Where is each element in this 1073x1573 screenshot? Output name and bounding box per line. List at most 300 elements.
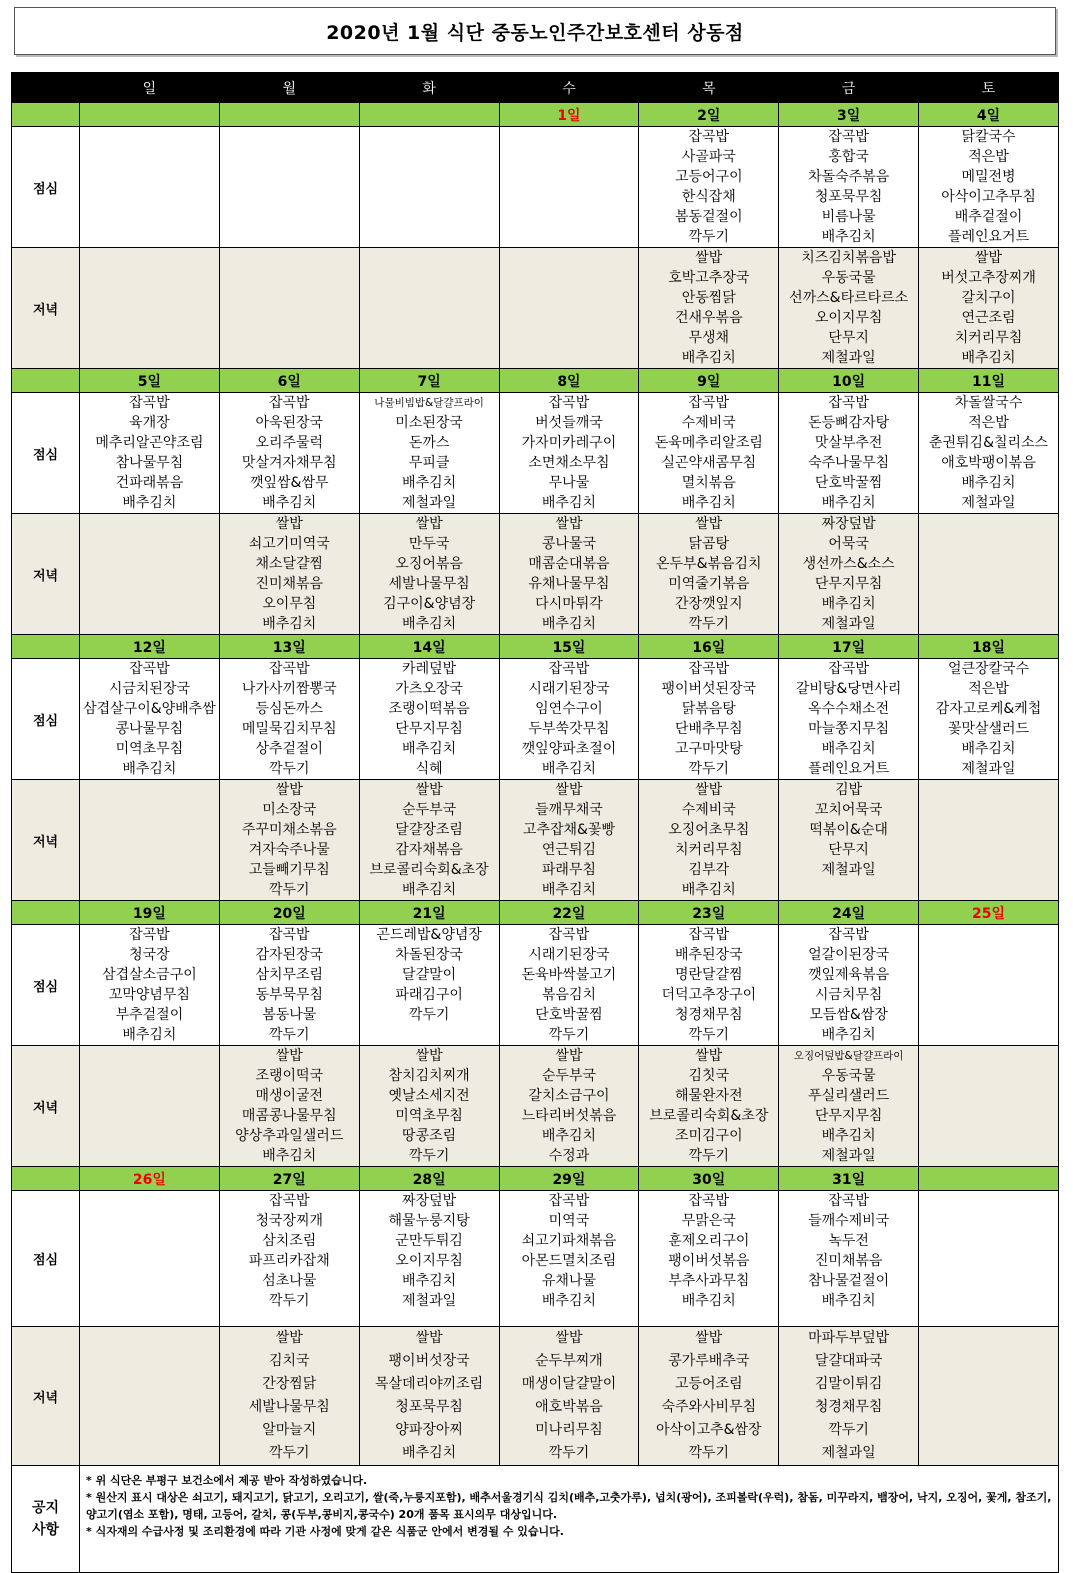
dinner-menu-cell xyxy=(499,514,639,635)
notice-line: * 원산지 표시 대상은 쇠고기, 돼지고기, 닭고기, 오리고기, 쌀(죽,누룽지포함), 배추서울경기식 김치(배추,고춧가루), 넙치(광어), 조피볼락(우럭), 참돔, 미꾸라지, 뱀장어, 낙지, 오징어, 꽃게, 참조기, 양고기(염소 포함), 명태, 고등어, 갈치, 콩(두부,콩비지,콩국수) 20개 품목 표시의무 대상입니다. xyxy=(86,1491,1052,1521)
date-label: 22일 xyxy=(552,905,586,922)
menu-item: 우동국물 xyxy=(821,1068,876,1084)
menu-item: 배추김치 xyxy=(681,495,736,511)
menu-item: 김말이튀김 xyxy=(814,1376,883,1392)
date-label: 28일 xyxy=(412,1171,446,1188)
date-cell xyxy=(919,103,1059,127)
date-cell xyxy=(359,1167,499,1191)
menu-item: 무나물 xyxy=(548,475,590,491)
dinner-menu-cell xyxy=(779,248,919,369)
menu-item: 배추김치 xyxy=(402,475,457,491)
menu-item: 어묵국 xyxy=(828,536,869,552)
date-cell xyxy=(359,901,499,925)
dinner-menu-cell xyxy=(359,1327,499,1466)
menu-item: 쌀밥 xyxy=(695,1048,723,1064)
menu-item: 잡곡밥 xyxy=(828,1193,869,1209)
menu-item: 단무지 xyxy=(828,330,869,346)
date-cell xyxy=(919,635,1059,659)
menu-item: 제철과일 xyxy=(821,862,876,878)
menu-item: 옥수수채소전 xyxy=(808,701,890,717)
date-cell xyxy=(779,901,919,925)
lunch-menu-cell xyxy=(639,925,779,1046)
menu-item: 잡곡밥 xyxy=(688,927,730,943)
menu-item: 겨자숙주나물 xyxy=(248,842,330,858)
menu-item: 치커리무침 xyxy=(954,330,1023,346)
date-cell xyxy=(219,369,359,393)
date-cell xyxy=(499,369,639,393)
menu-item: 꼬치어묵국 xyxy=(814,802,883,818)
dinner-label: 저녁 xyxy=(12,780,80,901)
menu-item: 감자고로케&케첩 xyxy=(935,701,1042,717)
menu-item: 섬초나물 xyxy=(262,1273,317,1289)
dinner-menu-cell xyxy=(359,1046,499,1167)
dinner-menu-cell xyxy=(359,514,499,635)
date-cell xyxy=(639,103,779,127)
menu-item: 닭볶음탕 xyxy=(681,701,736,717)
menu-item: 호박고추장국 xyxy=(668,270,750,286)
notice-label xyxy=(12,1466,80,1573)
menu-item: 청포묵무침 xyxy=(814,189,883,205)
menu-item: 군만두튀김 xyxy=(395,1233,463,1249)
menu-item: 제철과일 xyxy=(402,1293,457,1309)
menu-item: 카레덮밥 xyxy=(402,661,457,677)
menu-item: 파래무침 xyxy=(541,862,596,878)
menu-item: 쌀밥 xyxy=(555,1048,583,1064)
dinner-menu-cell xyxy=(499,248,639,369)
lunch-menu-cell xyxy=(499,1191,639,1327)
menu-item-list xyxy=(360,1046,499,1166)
menu-item: 고등어조림 xyxy=(674,1376,743,1392)
notice-text xyxy=(80,1466,1059,1573)
menu-item: 고등어구이 xyxy=(674,169,743,185)
menu-item: 나가사끼짬뽕국 xyxy=(241,681,337,697)
date-cell xyxy=(919,1167,1059,1191)
date-cell xyxy=(779,1167,919,1191)
menu-item: 배추된장국 xyxy=(674,947,743,963)
dinner-menu-cell xyxy=(80,514,220,635)
menu-item: 참나물겉절이 xyxy=(808,1273,890,1289)
menu-item: 쌀밥 xyxy=(415,1330,443,1346)
date-label: 16일 xyxy=(692,639,726,656)
dinner-menu-cell xyxy=(80,1046,220,1167)
menu-item: 진미채볶음 xyxy=(814,1253,883,1269)
menu-item: 수정과 xyxy=(548,1148,590,1164)
dinner-menu-cell xyxy=(919,514,1059,635)
menu-item-list xyxy=(639,925,778,1045)
menu-item-list xyxy=(360,514,499,634)
menu-item-list xyxy=(639,780,778,900)
menu-item-list xyxy=(80,393,219,513)
menu-item-list xyxy=(360,1327,499,1465)
lunch-menu-cell xyxy=(219,925,359,1046)
menu-item: 미소장국 xyxy=(262,802,317,818)
dinner-menu-cell xyxy=(219,514,359,635)
lunch-row xyxy=(12,659,1059,780)
menu-item: 목살데리야끼조림 xyxy=(375,1376,484,1392)
menu-item: 깍두기 xyxy=(688,1445,730,1461)
lunch-menu-cell xyxy=(359,127,499,248)
lunch-menu-cell xyxy=(359,1191,499,1327)
menu-item: 숙주나물무침 xyxy=(808,455,890,471)
menu-item: 제철과일 xyxy=(821,616,876,632)
menu-item: 메밀전병 xyxy=(961,169,1016,185)
weekday-header-cell: 화 xyxy=(359,73,499,103)
menu-item: 콩가루배추국 xyxy=(668,1353,750,1369)
menu-item: 배추김치 xyxy=(821,495,876,511)
menu-item: 배추김치 xyxy=(821,596,876,612)
menu-item-list xyxy=(500,1327,639,1465)
date-cell xyxy=(359,103,499,127)
menu-item: 훈제오리구이 xyxy=(668,1233,750,1249)
menu-item: 쌀밥 xyxy=(415,782,443,798)
menu-item-list xyxy=(639,659,778,779)
menu-item: 김밥 xyxy=(835,782,863,798)
menu-item: 얼갈이된장국 xyxy=(808,947,890,963)
menu-item: 단무지무침 xyxy=(395,721,463,737)
menu-item-list xyxy=(360,925,499,1025)
menu-item: 배추김치 xyxy=(821,1293,876,1309)
lunch-menu-cell xyxy=(779,127,919,248)
date-cell xyxy=(219,635,359,659)
menu-item: 가자미카레구이 xyxy=(521,435,617,451)
menu-item: 제철과일 xyxy=(821,1148,876,1164)
dinner-menu-cell xyxy=(919,248,1059,369)
date-label: 3일 xyxy=(837,107,861,124)
menu-item: 잡곡밥 xyxy=(268,395,310,411)
menu-item: 한식잡채 xyxy=(681,189,736,205)
menu-item: 순두부국 xyxy=(541,1068,596,1084)
menu-item: 깍두기 xyxy=(548,1445,590,1461)
menu-item: 배추겉절이 xyxy=(954,209,1023,225)
date-label: 9일 xyxy=(697,373,721,390)
weekday-header-cell: 토 xyxy=(919,73,1059,103)
menu-item: 시래기된장국 xyxy=(528,947,610,963)
menu-item: 브로콜리숙회&초장 xyxy=(649,1108,769,1124)
dinner-menu-cell xyxy=(80,1327,220,1466)
menu-item-list xyxy=(220,1327,359,1465)
menu-item-list xyxy=(220,1191,359,1311)
lunch-menu-cell xyxy=(80,393,220,514)
menu-item: 배추김치 xyxy=(681,1293,736,1309)
menu-item: 실곤약새콤무침 xyxy=(661,455,757,471)
lunch-menu-cell xyxy=(80,659,220,780)
menu-table xyxy=(11,72,1059,1573)
dinner-menu-cell xyxy=(779,1327,919,1466)
dinner-label: 저녁 xyxy=(12,514,80,635)
menu-item-list xyxy=(779,1046,918,1166)
lunch-menu-cell xyxy=(919,659,1059,780)
lunch-row xyxy=(12,127,1059,248)
menu-item: 시래기된장국 xyxy=(528,681,610,697)
menu-item: 부추사과무침 xyxy=(668,1273,750,1289)
menu-item-list xyxy=(360,659,499,779)
date-cell xyxy=(80,635,220,659)
menu-item: 양파장아찌 xyxy=(395,1422,463,1438)
dinner-menu-cell xyxy=(639,1327,779,1466)
menu-item: 잡곡밥 xyxy=(688,1193,730,1209)
date-row xyxy=(12,1167,1059,1191)
menu-item: 단무지무침 xyxy=(814,576,883,592)
menu-item: 사골파국 xyxy=(681,149,736,165)
menu-item: 메추리알곤약조림 xyxy=(95,435,204,451)
menu-item: 깻잎쌈&쌈무 xyxy=(249,475,329,491)
lunch-row xyxy=(12,925,1059,1046)
menu-item: 동부묵무침 xyxy=(255,987,324,1003)
menu-item: 배추김치 xyxy=(402,1273,457,1289)
weekday-header-cell: 금 xyxy=(779,73,919,103)
menu-item-list xyxy=(779,925,918,1045)
menu-item: 갈치구이 xyxy=(961,290,1016,306)
menu-item: 봄동겉절이 xyxy=(674,209,743,225)
menu-item-list xyxy=(500,514,639,634)
menu-item: 해물완자전 xyxy=(674,1088,743,1104)
header-corner-cell xyxy=(12,73,80,103)
menu-item: 팽이버섯된장국 xyxy=(661,681,757,697)
menu-item: 쌀밥 xyxy=(555,782,583,798)
menu-item: 배추김치 xyxy=(541,882,596,898)
lunch-menu-cell xyxy=(639,393,779,514)
menu-item: 잡곡밥 xyxy=(688,661,730,677)
menu-item: 잡곡밥 xyxy=(268,927,310,943)
menu-item: 잡곡밥 xyxy=(548,395,590,411)
menu-item: 돈육바싹불고기 xyxy=(521,967,617,983)
notice-label-line: 사항 xyxy=(31,1522,60,1538)
dinner-menu-cell xyxy=(639,248,779,369)
notice-row xyxy=(12,1466,1059,1573)
menu-item: 잡곡밥 xyxy=(688,129,730,145)
menu-item: 돈등뼈감자탕 xyxy=(808,415,890,431)
menu-item: 삼겹살구이&양배추쌈 xyxy=(83,701,216,717)
date-cell xyxy=(779,103,919,127)
menu-item: 잡곡밥 xyxy=(688,395,730,411)
menu-item: 배추김치 xyxy=(402,616,457,632)
menu-item: 애호박팽이볶음 xyxy=(941,455,1036,471)
lunch-menu-cell xyxy=(779,393,919,514)
lunch-menu-cell xyxy=(359,925,499,1046)
menu-item: 세발나물무침 xyxy=(248,1399,330,1415)
dinner-menu-cell xyxy=(919,780,1059,901)
menu-item: 미역줄기볶음 xyxy=(668,576,750,592)
date-cell xyxy=(219,901,359,925)
menu-item-list xyxy=(500,1046,639,1166)
lunch-label: 점심 xyxy=(12,659,80,780)
menu-item: 수제비국 xyxy=(681,415,736,431)
menu-item: 느타리버섯볶음 xyxy=(521,1108,617,1124)
menu-item: 깍두기 xyxy=(688,1027,730,1043)
dinner-menu-cell xyxy=(779,780,919,901)
lunch-menu-cell xyxy=(779,925,919,1046)
weekday-header-cell: 일 xyxy=(80,73,220,103)
menu-item: 조랭이떡국 xyxy=(255,1068,324,1084)
menu-item-list xyxy=(779,127,918,247)
menu-item: 삼겹살소금구이 xyxy=(102,967,197,983)
menu-item: 쇠고기미역국 xyxy=(248,536,330,552)
date-label: 10일 xyxy=(832,373,866,390)
date-label: 4일 xyxy=(976,107,1001,124)
menu-item: 플레인요거트 xyxy=(808,761,890,777)
menu-item: 수제비국 xyxy=(681,802,736,818)
date-label: 20일 xyxy=(272,905,306,922)
menu-item: 조미김구이 xyxy=(674,1128,743,1144)
menu-item-list xyxy=(220,393,359,513)
menu-item: 선까스&타르타르소 xyxy=(789,290,909,306)
date-cell xyxy=(499,103,639,127)
menu-item: 깻잎양파초절이 xyxy=(521,741,617,757)
date-cell xyxy=(639,369,779,393)
menu-item: 오징어초무침 xyxy=(668,822,750,838)
menu-item: 쌀밥 xyxy=(975,250,1003,266)
date-cell xyxy=(219,103,359,127)
menu-item: 미역초무침 xyxy=(115,741,184,757)
menu-item: 삼치무조림 xyxy=(255,967,324,983)
weekday-header-cell: 수 xyxy=(499,73,639,103)
date-row xyxy=(12,103,1059,127)
dinner-menu-cell xyxy=(359,780,499,901)
menu-item: 치커리무침 xyxy=(674,842,743,858)
menu-item: 버섯들깨국 xyxy=(535,415,603,431)
menu-item: 애호박볶음 xyxy=(535,1399,603,1415)
menu-item: 볶음김치 xyxy=(541,987,596,1003)
menu-item: 오징어볶음 xyxy=(395,556,463,572)
date-label: 7일 xyxy=(417,373,441,390)
menu-item: 배추김치 xyxy=(821,1128,876,1144)
menu-item: 깍두기 xyxy=(688,1148,730,1164)
dinner-menu-cell xyxy=(219,1046,359,1167)
menu-item: 등심돈까스 xyxy=(255,701,324,717)
menu-item: 청포묵무침 xyxy=(395,1399,463,1415)
menu-item: 달걀대파국 xyxy=(814,1353,883,1369)
menu-item: 배추김치 xyxy=(122,761,177,777)
menu-item: 갈비탕&당면사리 xyxy=(795,681,902,697)
lunch-menu-cell xyxy=(359,659,499,780)
date-row-spacer xyxy=(12,369,80,393)
dinner-menu-cell xyxy=(80,780,220,901)
menu-item: 차돌된장국 xyxy=(395,947,463,963)
menu-item: 쌀밥 xyxy=(415,1048,443,1064)
menu-item: 아삭이고추무침 xyxy=(941,189,1036,205)
menu-item: 오리주물럭 xyxy=(255,435,324,451)
menu-item: 쌀밥 xyxy=(275,516,303,532)
menu-item: 배추김치 xyxy=(541,761,596,777)
menu-item: 유채나물 xyxy=(541,1273,596,1289)
menu-item: 달걀말이 xyxy=(402,967,457,983)
menu-item-list xyxy=(80,925,219,1045)
menu-item: 건새우볶음 xyxy=(674,310,743,326)
lunch-menu-cell xyxy=(80,925,220,1046)
menu-item: 닭칼국수 xyxy=(961,129,1016,145)
menu-item: 적은밥 xyxy=(968,149,1009,165)
lunch-row xyxy=(12,1191,1059,1327)
lunch-menu-cell xyxy=(219,659,359,780)
date-label: 26일 xyxy=(132,1171,166,1188)
menu-item-list xyxy=(220,780,359,900)
menu-item-list xyxy=(639,1046,778,1166)
lunch-menu-cell xyxy=(499,659,639,780)
menu-item-list xyxy=(919,248,1058,368)
menu-item: 유채나물무침 xyxy=(528,576,610,592)
menu-item: 꽃맛살샐러드 xyxy=(947,721,1030,737)
menu-item: 세발나물무침 xyxy=(388,576,470,592)
menu-item: 김치국 xyxy=(268,1353,310,1369)
menu-item: 잡곡밥 xyxy=(129,661,170,677)
menu-item: 배추김치 xyxy=(821,1027,876,1043)
menu-item-list xyxy=(500,1191,639,1311)
menu-item: 우동국물 xyxy=(821,270,876,286)
lunch-menu-cell xyxy=(639,1191,779,1327)
menu-item: 곤드레밥&양념장 xyxy=(376,927,482,943)
menu-item: 간장찜닭 xyxy=(262,1376,317,1392)
menu-item: 연근조림 xyxy=(961,310,1016,326)
lunch-menu-cell xyxy=(499,127,639,248)
dinner-row xyxy=(12,1327,1059,1466)
menu-item-list xyxy=(639,248,778,368)
menu-item: 쌀밥 xyxy=(275,1048,303,1064)
lunch-menu-cell xyxy=(359,393,499,514)
menu-item: 깍두기 xyxy=(688,761,730,777)
menu-item: 땅콩조림 xyxy=(402,1128,457,1144)
date-label: 15일 xyxy=(552,639,586,656)
date-cell xyxy=(779,369,919,393)
date-cell xyxy=(779,635,919,659)
date-label: 21일 xyxy=(412,905,446,922)
dinner-row xyxy=(12,1046,1059,1167)
menu-item: 명란달걀찜 xyxy=(674,967,743,983)
menu-item: 다시마튀각 xyxy=(535,596,603,612)
menu-item: 단호박꿀찜 xyxy=(814,475,883,491)
menu-item: 적은밥 xyxy=(968,681,1009,697)
menu-item: 떡볶이&순대 xyxy=(809,822,888,838)
menu-item: 잡곡밥 xyxy=(548,661,590,677)
menu-item: 배추김치 xyxy=(541,495,596,511)
menu-item-list xyxy=(919,393,1058,513)
menu-item: 잡곡밥 xyxy=(268,661,310,677)
menu-item: 배추김치 xyxy=(681,350,736,366)
lunch-row xyxy=(12,393,1059,514)
date-cell xyxy=(80,1167,220,1191)
menu-item: 미소된장국 xyxy=(395,415,463,431)
date-label: 25일 xyxy=(972,905,1006,922)
weekday-header-cell: 목 xyxy=(639,73,779,103)
date-cell xyxy=(499,901,639,925)
menu-item-list xyxy=(360,780,499,900)
date-row-spacer xyxy=(12,1167,80,1191)
menu-item: 단호박꿀찜 xyxy=(535,1007,603,1023)
notice-label-line: 공지 xyxy=(31,1500,60,1516)
date-label: 2일 xyxy=(697,107,721,124)
menu-item: 잡곡밥 xyxy=(828,927,869,943)
menu-item: 쌀밥 xyxy=(695,516,723,532)
menu-item: 깍두기 xyxy=(688,229,730,245)
menu-item: 돈육메추리알조림 xyxy=(654,435,763,451)
menu-item: 배추김치 xyxy=(961,350,1016,366)
menu-item: 짜장덮밥 xyxy=(821,516,876,532)
date-label: 30일 xyxy=(692,1171,726,1188)
menu-item: 쌀밥 xyxy=(415,516,443,532)
menu-item-list xyxy=(220,514,359,634)
menu-item-list xyxy=(639,127,778,247)
menu-item: 잡곡밥 xyxy=(828,129,869,145)
menu-item-list xyxy=(220,1046,359,1166)
menu-item: 잡곡밥 xyxy=(129,927,170,943)
date-cell xyxy=(219,1167,359,1191)
menu-item: 팽이버섯장국 xyxy=(388,1353,470,1369)
menu-item: 배추김치 xyxy=(541,1128,596,1144)
menu-item: 배추김치 xyxy=(402,882,457,898)
menu-item: 맛살부추전 xyxy=(814,435,883,451)
menu-item: 임연수구이 xyxy=(535,701,603,717)
menu-item: 쌀밥 xyxy=(555,1330,583,1346)
menu-item: 아몬드멸치조림 xyxy=(521,1253,617,1269)
